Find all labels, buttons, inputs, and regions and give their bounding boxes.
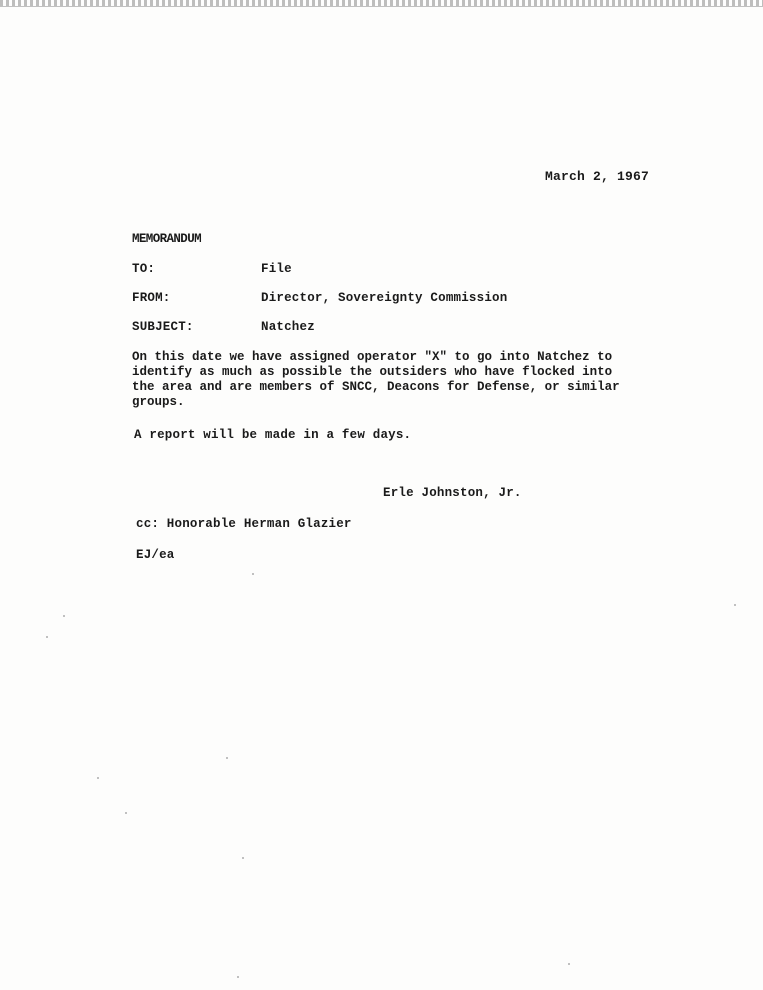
to-value: File: [261, 262, 292, 276]
typist-initials: EJ/ea: [136, 548, 175, 562]
subject-value: Natchez: [261, 320, 315, 334]
scan-speck: [97, 777, 99, 779]
subject-label: SUBJECT:: [132, 320, 194, 334]
from-label: FROM:: [132, 291, 171, 305]
from-value: Director, Sovereignty Commission: [261, 291, 508, 305]
signature: Erle Johnston, Jr.: [383, 486, 522, 500]
body-line: groups.: [132, 395, 185, 409]
body-paragraph: [132, 350, 632, 410]
body-line: the area and are members of SNCC, Deacons for Defense, or similar: [132, 380, 620, 394]
scan-speck: [226, 757, 228, 759]
scan-speck: [237, 976, 239, 978]
scan-speck: [242, 857, 244, 859]
body-line: On this date we have assigned operator "X" to go into Natchez to: [132, 350, 613, 364]
scan-speck: [125, 812, 127, 814]
memo-date: March 2, 1967: [545, 169, 650, 184]
scan-speck: [734, 604, 736, 606]
memo-title: MEMORANDUM: [132, 232, 202, 246]
scan-speck: [63, 615, 65, 617]
scan-edge-line: [0, 6, 763, 7]
report-line: A report will be made in a few days.: [134, 428, 412, 442]
scan-speck: [568, 963, 570, 965]
cc-line: cc: Honorable Herman Glazier: [136, 517, 352, 531]
scan-speck: [46, 636, 48, 638]
body-line: identify as much as possible the outsiders who have flocked into: [132, 365, 613, 379]
scan-speck: [252, 573, 254, 575]
to-label: TO:: [132, 262, 156, 276]
